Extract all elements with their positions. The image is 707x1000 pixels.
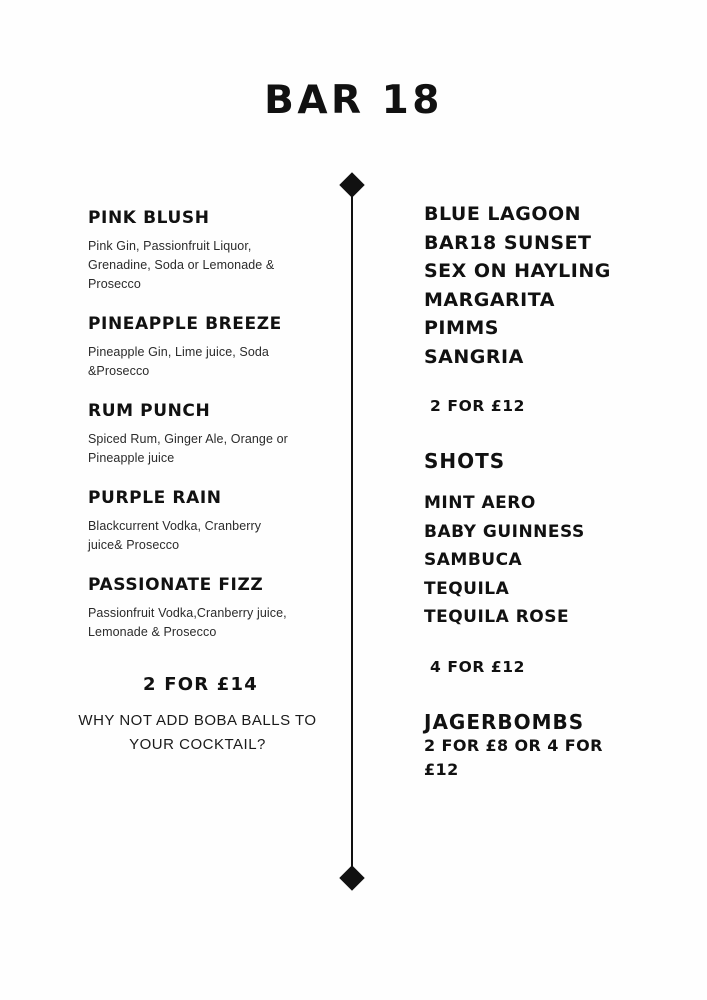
list-item bbox=[88, 314, 338, 381]
spacer bbox=[424, 632, 674, 658]
left-column bbox=[78, 208, 338, 757]
cocktail-description: Passionfruit Vodka,Cranberry juice, Lemonade & Prosecco bbox=[88, 606, 287, 639]
cocktail-name: PINK BLUSH bbox=[88, 208, 210, 228]
divider-diamond-bottom-icon bbox=[339, 865, 364, 890]
shots-heading: SHOTS bbox=[424, 449, 506, 473]
right-cocktail-offer-price: 2 FOR £12 bbox=[430, 397, 526, 415]
list-item: SANGRIA bbox=[424, 345, 524, 368]
list-item: BLUE LAGOON bbox=[424, 203, 582, 225]
cocktail-description: Pink Gin, Passionfruit Liquor, Grenadine, Soda or Lemonade & Prosecco bbox=[88, 239, 275, 291]
boba-upsell-note: WHY NOT ADD BOBA BALLS TO YOUR COCKTAIL? bbox=[78, 712, 317, 753]
list-item: MINT AERO bbox=[424, 493, 536, 513]
list-item: TEQUILA bbox=[424, 578, 510, 599]
list-item: BABY GUINNESS bbox=[424, 521, 585, 542]
cocktail-name: PASSIONATE FIZZ bbox=[88, 575, 264, 595]
cocktail-name: RUM PUNCH bbox=[88, 401, 211, 421]
spacer bbox=[424, 415, 674, 449]
cocktail-offer-price: 2 FOR £14 bbox=[143, 674, 258, 695]
jagerbombs-offer-price: 2 FOR £8 OR 4 FOR £12 bbox=[424, 735, 603, 779]
list-item bbox=[88, 488, 338, 555]
cocktail-name: PURPLE RAIN bbox=[88, 488, 222, 508]
list-item: TEQUILA ROSE bbox=[424, 607, 570, 627]
cocktail-description: Blackcurrent Vodka, Cranberry juice& Prosecco bbox=[88, 519, 262, 552]
cocktail-description: Pineapple Gin, Lime juice, Soda &Prosecco bbox=[88, 345, 269, 378]
jagerbombs-heading: JAGERBOMBS bbox=[424, 709, 585, 734]
vertical-divider bbox=[351, 180, 353, 880]
right-column bbox=[424, 200, 674, 782]
list-item: BAR18 SUNSET bbox=[424, 231, 592, 254]
list-item bbox=[88, 575, 338, 642]
list-item: SAMBUCA bbox=[424, 550, 523, 570]
list-item: PIMMS bbox=[424, 317, 499, 339]
cocktail-description: Spiced Rum, Ginger Ale, Orange or Pineapple juice bbox=[88, 432, 288, 465]
list-item: MARGARITA bbox=[424, 288, 555, 311]
spacer bbox=[424, 676, 674, 710]
spacer bbox=[424, 473, 674, 489]
list-item: SEX ON HAYLING bbox=[424, 260, 611, 282]
cocktail-name: PINEAPPLE BREEZE bbox=[88, 314, 282, 334]
shots-offer-price: 4 FOR £12 bbox=[430, 657, 526, 676]
list-item bbox=[88, 401, 338, 468]
page-title: BAR 18 bbox=[264, 78, 443, 123]
spacer bbox=[424, 371, 674, 397]
list-item bbox=[88, 208, 338, 294]
